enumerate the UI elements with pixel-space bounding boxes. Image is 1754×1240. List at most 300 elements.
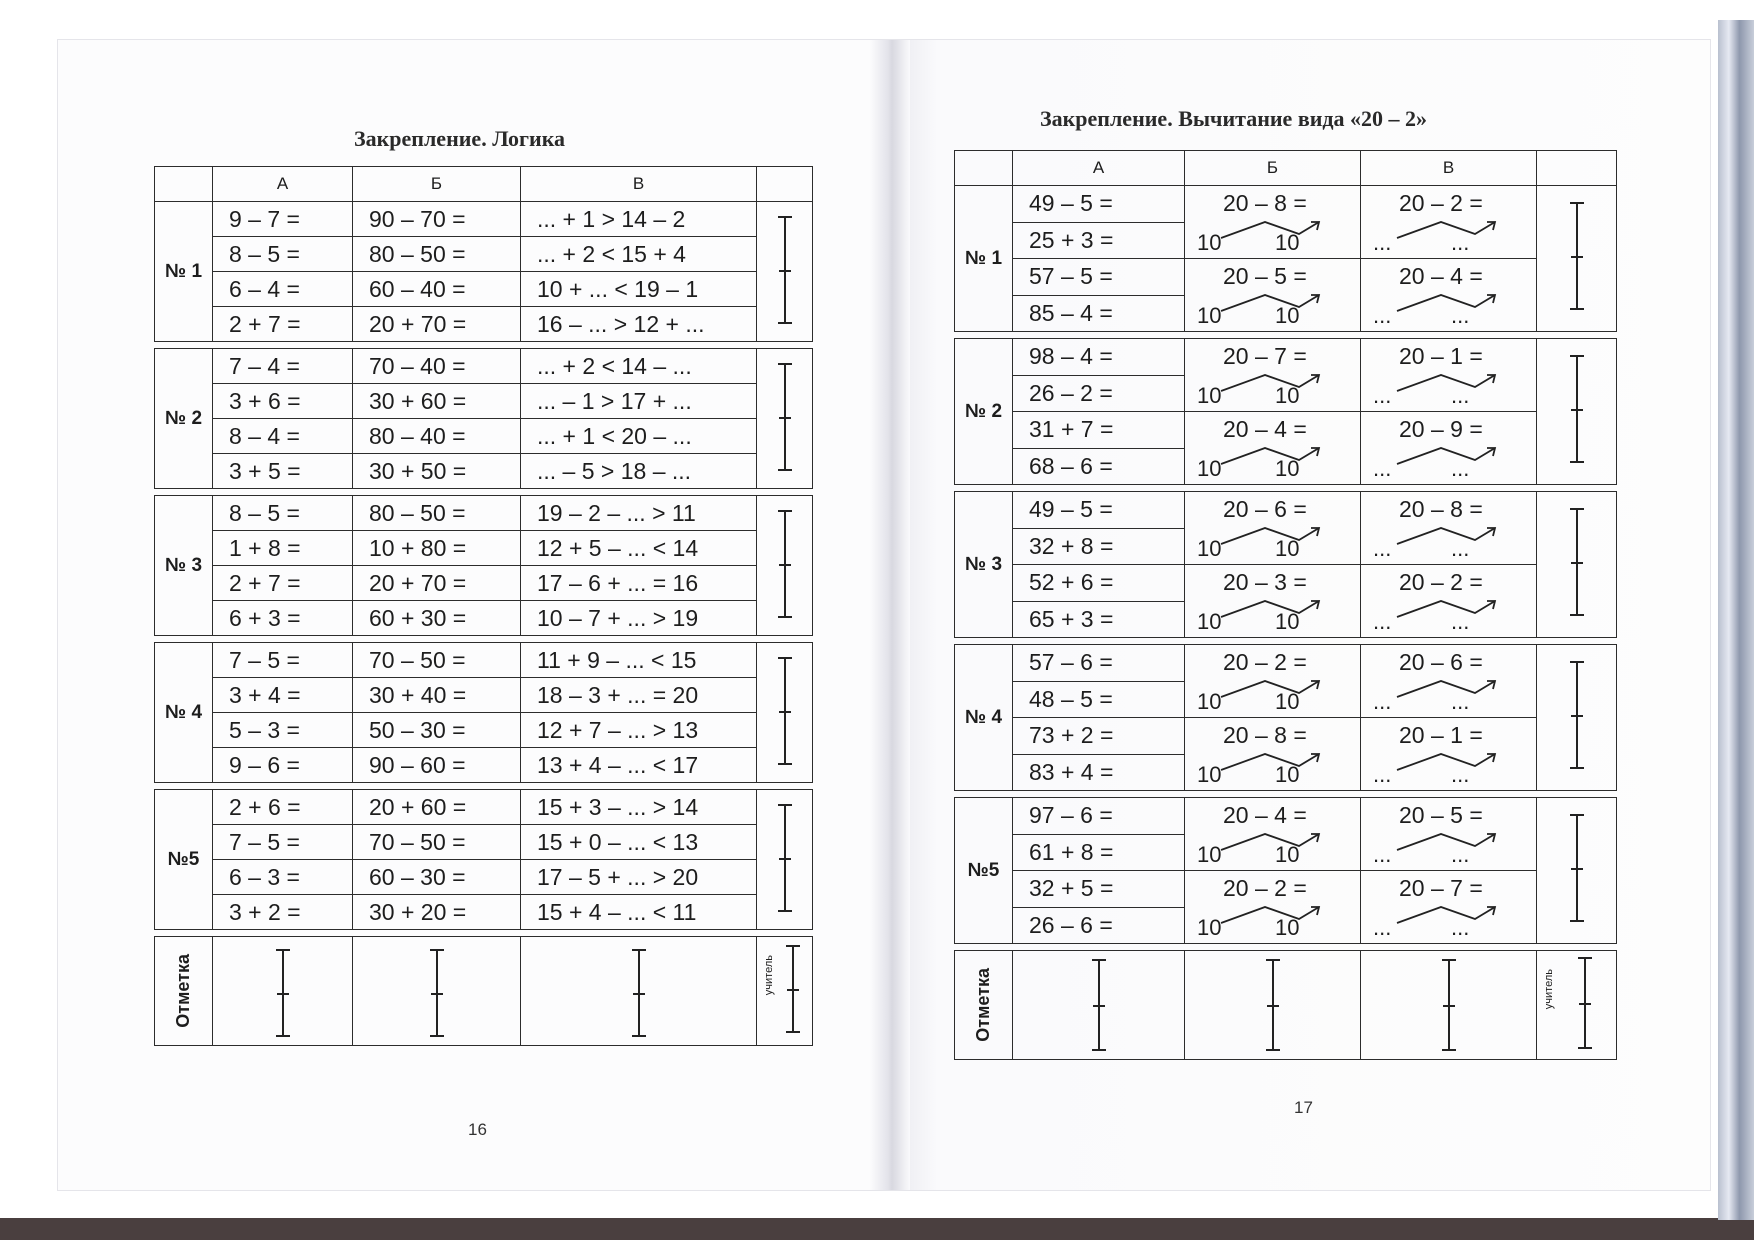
task-number: № 3	[155, 496, 213, 636]
split-values	[1197, 599, 1327, 635]
split-value: ...	[1451, 915, 1470, 940]
exercise-cell: 90 – 70 =	[353, 202, 521, 237]
group-gap	[955, 638, 1617, 645]
exercise-cell: 68 – 6 =	[1013, 448, 1185, 485]
right-exercise-table	[954, 150, 1617, 1060]
decomposition-diagram	[1361, 259, 1536, 331]
split-value: 10	[1275, 383, 1300, 408]
exercise-cell	[1185, 871, 1361, 944]
book-page-edges	[1718, 20, 1754, 1220]
decomposition-expression: 20 – 8 =	[1223, 722, 1307, 748]
decomposition-expression: 20 – 6 =	[1223, 496, 1307, 522]
group-gap	[155, 636, 813, 643]
split-values	[1373, 220, 1503, 256]
table-row	[155, 531, 813, 566]
exercise-cell: 2 + 6 =	[213, 790, 353, 825]
exercise-cell: 16 – ... > 12 + ...	[521, 307, 757, 342]
left-page-title: Закрепление. Логика	[354, 126, 566, 151]
exercise-cell: 80 – 50 =	[353, 237, 521, 272]
split-value: 10	[1275, 230, 1300, 255]
exercise-cell: 60 + 30 =	[353, 601, 521, 636]
split-value: ...	[1451, 303, 1470, 328]
table-row	[955, 339, 1617, 376]
split-value: ...	[1373, 842, 1392, 867]
exercise-cell: 50 – 30 =	[353, 713, 521, 748]
decomposition-expression: 20 – 8 =	[1399, 496, 1483, 522]
book-spine	[870, 40, 910, 1190]
group-gap	[155, 930, 813, 937]
exercise-cell: 85 – 4 =	[1013, 295, 1185, 332]
table-row	[155, 202, 813, 237]
exercise-cell: 8 – 4 =	[213, 419, 353, 454]
decomposition-expression: 20 – 1 =	[1399, 722, 1483, 748]
exercise-cell: 2 + 7 =	[213, 566, 353, 601]
decomposition-expression: 20 – 4 =	[1399, 263, 1483, 289]
decomposition-expression: 20 – 3 =	[1223, 569, 1307, 595]
split-value: 10	[1275, 609, 1300, 634]
exercise-cell: 9 – 7 =	[213, 202, 353, 237]
split-value: 10	[1197, 609, 1222, 634]
table-row	[155, 895, 813, 930]
group-gap	[155, 489, 813, 496]
grade-cell	[1537, 798, 1617, 944]
exercise-cell: 65 + 3 =	[1013, 601, 1185, 638]
decomposition-diagram	[1185, 645, 1360, 717]
table-row	[155, 566, 813, 601]
exercise-cell: 8 – 5 =	[213, 237, 353, 272]
decomposition-diagram	[1361, 798, 1536, 870]
exercise-cell	[1361, 492, 1537, 565]
grade-scale-icon	[1576, 508, 1578, 616]
grade-cell	[521, 937, 757, 1046]
table-row	[155, 678, 813, 713]
grade-scale-icon	[784, 510, 786, 618]
decomposition-diagram	[1361, 186, 1536, 258]
table-row	[955, 186, 1617, 223]
decomposition-expression: 20 – 9 =	[1399, 416, 1483, 442]
exercise-cell: 8 – 5 =	[213, 496, 353, 531]
decomposition-diagram	[1361, 565, 1536, 637]
decomposition-expression: 20 – 2 =	[1399, 569, 1483, 595]
decomposition-expression: 20 – 4 =	[1223, 416, 1307, 442]
grade-scale-icon	[1098, 959, 1100, 1051]
split-values	[1197, 832, 1327, 868]
decomposition-expression: 20 – 4 =	[1223, 802, 1307, 828]
split-values	[1373, 293, 1503, 329]
exercise-cell: 3 + 4 =	[213, 678, 353, 713]
exercise-cell: 61 + 8 =	[1013, 834, 1185, 871]
exercise-cell: 97 – 6 =	[1013, 798, 1185, 835]
decomposition-diagram	[1185, 718, 1360, 790]
column-header: В	[521, 167, 757, 202]
table-row	[155, 825, 813, 860]
mark-header-cell	[1537, 151, 1617, 186]
table-row	[155, 419, 813, 454]
exercise-cell: ... + 2 < 14 – ...	[521, 349, 757, 384]
exercise-cell: 18 – 3 + ... = 20	[521, 678, 757, 713]
exercise-cell: 1 + 8 =	[213, 531, 353, 566]
exercise-cell	[1361, 871, 1537, 944]
group-gap	[955, 944, 1617, 951]
exercise-cell	[1185, 718, 1361, 791]
task-number: № 2	[155, 349, 213, 489]
table-row	[155, 384, 813, 419]
grade-scale-icon	[1272, 959, 1274, 1051]
right-page-title: Закрепление. Вычитание вида «20 – 2»	[1040, 106, 1427, 131]
exercise-cell: 49 – 5 =	[1013, 492, 1185, 529]
task-number: № 4	[955, 645, 1013, 791]
exercise-cell: 70 – 50 =	[353, 643, 521, 678]
exercise-cell: 49 – 5 =	[1013, 186, 1185, 223]
split-value: 10	[1197, 689, 1222, 714]
split-value: 10	[1197, 915, 1222, 940]
split-value: ...	[1373, 536, 1392, 561]
grade-label-cell	[955, 951, 1013, 1060]
exercise-cell: 20 + 60 =	[353, 790, 521, 825]
grade-scale-icon	[1576, 661, 1578, 769]
grade-scale-icon	[792, 945, 794, 1033]
grade-label: Отметка	[973, 968, 993, 1042]
table-row	[155, 643, 813, 678]
grade-scale-icon	[282, 949, 284, 1037]
decomposition-diagram	[1185, 186, 1360, 258]
split-value: 10	[1275, 915, 1300, 940]
grade-cell	[213, 937, 353, 1046]
grade-row	[155, 937, 813, 1046]
exercise-cell: 6 + 3 =	[213, 601, 353, 636]
split-value: 10	[1275, 762, 1300, 787]
grade-cell	[1537, 645, 1617, 791]
split-value: ...	[1373, 456, 1392, 481]
exercise-cell: 30 + 20 =	[353, 895, 521, 930]
split-values	[1197, 905, 1327, 941]
split-value: ...	[1451, 456, 1470, 481]
table-row	[155, 860, 813, 895]
table-row	[155, 790, 813, 825]
grade-scale-icon	[1584, 957, 1586, 1049]
column-header: В	[1361, 151, 1537, 186]
split-values	[1197, 752, 1327, 788]
split-value: ...	[1373, 383, 1392, 408]
group-gap	[155, 342, 813, 349]
split-value: 10	[1275, 536, 1300, 561]
task-number: № 1	[155, 202, 213, 342]
exercise-cell: ... – 1 > 17 + ...	[521, 384, 757, 419]
table-row	[955, 798, 1617, 835]
exercise-cell: 17 – 5 + ... > 20	[521, 860, 757, 895]
decomposition-diagram	[1185, 412, 1360, 484]
exercise-cell: ... + 1 < 20 – ...	[521, 419, 757, 454]
task-number: № 2	[955, 339, 1013, 485]
teacher-label: учитель	[1543, 969, 1555, 1010]
exercise-cell: 80 – 40 =	[353, 419, 521, 454]
exercise-cell: 2 + 7 =	[213, 307, 353, 342]
task-number: №5	[155, 790, 213, 930]
column-header: Б	[353, 167, 521, 202]
grade-cell	[757, 202, 813, 342]
grade-scale-icon	[784, 804, 786, 912]
exercise-cell: 3 + 6 =	[213, 384, 353, 419]
group-gap	[955, 485, 1617, 492]
decomposition-expression: 20 – 7 =	[1399, 875, 1483, 901]
split-value: 10	[1275, 689, 1300, 714]
grade-cell	[1537, 339, 1617, 485]
split-values	[1373, 752, 1503, 788]
exercise-cell: 32 + 5 =	[1013, 871, 1185, 908]
split-value: ...	[1451, 609, 1470, 634]
split-value: ...	[1451, 230, 1470, 255]
table-row	[955, 718, 1617, 755]
table-row	[155, 713, 813, 748]
exercise-cell: 31 + 7 =	[1013, 412, 1185, 449]
split-value: ...	[1373, 609, 1392, 634]
exercise-cell	[1185, 259, 1361, 332]
split-value: 10	[1275, 456, 1300, 481]
exercise-cell: 7 – 5 =	[213, 643, 353, 678]
split-value: ...	[1373, 689, 1392, 714]
exercise-cell	[1361, 565, 1537, 638]
split-values	[1197, 373, 1327, 409]
table-row	[155, 272, 813, 307]
grade-cell	[1537, 186, 1617, 332]
decomposition-expression: 20 – 6 =	[1399, 649, 1483, 675]
exercise-cell: 60 – 40 =	[353, 272, 521, 307]
task-number: № 4	[155, 643, 213, 783]
table-row	[155, 454, 813, 489]
left-exercise-table	[154, 166, 813, 1046]
decomposition-expression: 20 – 2 =	[1223, 649, 1307, 675]
exercise-cell	[1185, 645, 1361, 718]
decomposition-diagram	[1361, 718, 1536, 790]
exercise-cell	[1185, 339, 1361, 412]
split-values	[1197, 446, 1327, 482]
exercise-cell: 30 + 60 =	[353, 384, 521, 419]
exercise-cell: 9 – 6 =	[213, 748, 353, 783]
split-value: 10	[1197, 762, 1222, 787]
table-row	[155, 748, 813, 783]
split-value: ...	[1373, 303, 1392, 328]
grade-scale-icon	[1576, 355, 1578, 463]
grade-scale-icon	[784, 216, 786, 324]
decomposition-diagram	[1361, 871, 1536, 943]
exercise-cell: 17 – 6 + ... = 16	[521, 566, 757, 601]
teacher-grade-cell	[1537, 951, 1617, 1060]
exercise-cell: ... – 5 > 18 – ...	[521, 454, 757, 489]
decomposition-diagram	[1185, 871, 1360, 943]
exercise-cell	[1361, 798, 1537, 871]
grade-scale-icon	[638, 949, 640, 1037]
exercise-cell: 32 + 8 =	[1013, 528, 1185, 565]
split-values	[1373, 679, 1503, 715]
decomposition-diagram	[1185, 798, 1360, 870]
exercise-cell: 98 – 4 =	[1013, 339, 1185, 376]
decomposition-diagram	[1185, 259, 1360, 331]
exercise-cell	[1185, 798, 1361, 871]
exercise-cell: 10 + 80 =	[353, 531, 521, 566]
table-row	[155, 601, 813, 636]
split-value: ...	[1451, 689, 1470, 714]
decomposition-diagram	[1185, 339, 1360, 411]
right-page-number: 17	[1294, 1098, 1313, 1117]
split-values	[1373, 446, 1503, 482]
exercise-cell: 52 + 6 =	[1013, 565, 1185, 602]
grade-scale-icon	[1448, 959, 1450, 1051]
decomposition-expression: 20 – 5 =	[1223, 263, 1307, 289]
scanner-edge	[0, 1218, 1754, 1240]
exercise-cell	[1361, 412, 1537, 485]
table-row	[155, 496, 813, 531]
task-number: №5	[955, 798, 1013, 944]
split-values	[1197, 526, 1327, 562]
split-value: 10	[1197, 536, 1222, 561]
exercise-cell: 7 – 4 =	[213, 349, 353, 384]
split-value: ...	[1451, 762, 1470, 787]
table-row	[955, 492, 1617, 529]
split-values	[1373, 599, 1503, 635]
exercise-cell: 12 + 5 – ... < 14	[521, 531, 757, 566]
exercise-cell: 48 – 5 =	[1013, 681, 1185, 718]
exercise-cell	[1185, 565, 1361, 638]
decomposition-expression: 20 – 2 =	[1223, 875, 1307, 901]
table-row	[955, 645, 1617, 682]
exercise-cell: 10 + ... < 19 – 1	[521, 272, 757, 307]
grade-label-cell	[155, 937, 213, 1046]
split-values	[1197, 293, 1327, 329]
table-row	[955, 871, 1617, 908]
table-row	[155, 349, 813, 384]
exercise-cell: ... + 2 < 15 + 4	[521, 237, 757, 272]
grade-cell	[757, 790, 813, 930]
exercise-cell: 5 – 3 =	[213, 713, 353, 748]
split-value: ...	[1451, 842, 1470, 867]
task-number: № 3	[955, 492, 1013, 638]
split-values	[1373, 526, 1503, 562]
exercise-cell: 20 + 70 =	[353, 566, 521, 601]
exercise-cell: 70 – 50 =	[353, 825, 521, 860]
grade-cell	[757, 349, 813, 489]
exercise-cell	[1361, 186, 1537, 259]
column-header: Б	[1185, 151, 1361, 186]
exercise-cell: 57 – 6 =	[1013, 645, 1185, 682]
split-values	[1373, 905, 1503, 941]
split-value: ...	[1451, 536, 1470, 561]
exercise-cell: 3 + 2 =	[213, 895, 353, 930]
table-row	[955, 565, 1617, 602]
split-values	[1197, 220, 1327, 256]
exercise-cell: 11 + 9 – ... < 15	[521, 643, 757, 678]
exercise-cell: 6 – 4 =	[213, 272, 353, 307]
decomposition-diagram	[1361, 645, 1536, 717]
exercise-cell	[1361, 339, 1537, 412]
grade-cell	[1013, 951, 1185, 1060]
split-values	[1373, 832, 1503, 868]
exercise-cell	[1185, 492, 1361, 565]
exercise-cell: 20 + 70 =	[353, 307, 521, 342]
decomposition-diagram	[1361, 339, 1536, 411]
table-row	[155, 307, 813, 342]
grade-cell	[1185, 951, 1361, 1060]
table-row	[955, 412, 1617, 449]
decomposition-expression: 20 – 7 =	[1223, 343, 1307, 369]
group-gap	[955, 791, 1617, 798]
split-value: 10	[1275, 842, 1300, 867]
grade-cell	[353, 937, 521, 1046]
decomposition-diagram	[1185, 492, 1360, 564]
exercise-cell: 15 + 3 – ... > 14	[521, 790, 757, 825]
exercise-cell: 6 – 3 =	[213, 860, 353, 895]
exercise-cell	[1185, 186, 1361, 259]
exercise-cell: 30 + 40 =	[353, 678, 521, 713]
exercise-cell	[1361, 718, 1537, 791]
decomposition-diagram	[1185, 565, 1360, 637]
grade-scale-icon	[1576, 202, 1578, 310]
exercise-cell: 90 – 60 =	[353, 748, 521, 783]
exercise-cell	[1185, 412, 1361, 485]
decomposition-diagram	[1361, 492, 1536, 564]
grade-label: Отметка	[173, 954, 193, 1028]
decomposition-expression: 20 – 2 =	[1399, 190, 1483, 216]
split-value: 10	[1197, 842, 1222, 867]
exercise-cell: ... + 1 > 14 – 2	[521, 202, 757, 237]
grade-row	[955, 951, 1617, 1060]
exercise-cell: 30 + 50 =	[353, 454, 521, 489]
exercise-cell: 15 + 0 – ... < 13	[521, 825, 757, 860]
header-row	[955, 151, 1617, 186]
exercise-cell: 26 – 2 =	[1013, 375, 1185, 412]
exercise-cell: 12 + 7 – ... > 13	[521, 713, 757, 748]
mark-header-cell	[757, 167, 813, 202]
exercise-cell	[1361, 645, 1537, 718]
exercise-cell: 7 – 5 =	[213, 825, 353, 860]
corner-cell	[955, 151, 1013, 186]
decomposition-expression: 20 – 8 =	[1223, 190, 1307, 216]
exercise-cell	[1361, 259, 1537, 332]
grade-cell	[1361, 951, 1537, 1060]
exercise-cell: 73 + 2 =	[1013, 718, 1185, 755]
task-number: № 1	[955, 186, 1013, 332]
split-value: 10	[1197, 456, 1222, 481]
decomposition-expression: 20 – 5 =	[1399, 802, 1483, 828]
exercise-cell: 3 + 5 =	[213, 454, 353, 489]
exercise-cell: 26 – 6 =	[1013, 907, 1185, 944]
exercise-cell: 57 – 5 =	[1013, 259, 1185, 296]
exercise-cell: 19 – 2 – ... > 11	[521, 496, 757, 531]
column-header: А	[1013, 151, 1185, 186]
grade-scale-icon	[436, 949, 438, 1037]
exercise-cell: 60 – 30 =	[353, 860, 521, 895]
decomposition-expression: 20 – 1 =	[1399, 343, 1483, 369]
grade-scale-icon	[1576, 814, 1578, 922]
exercise-cell: 83 + 4 =	[1013, 754, 1185, 791]
corner-cell	[155, 167, 213, 202]
group-gap	[155, 783, 813, 790]
split-value: 10	[1197, 303, 1222, 328]
exercise-cell: 25 + 3 =	[1013, 222, 1185, 259]
grade-cell	[757, 496, 813, 636]
grade-cell	[1537, 492, 1617, 638]
exercise-cell: 15 + 4 – ... < 11	[521, 895, 757, 930]
split-value: 10	[1197, 383, 1222, 408]
grade-scale-icon	[784, 363, 786, 471]
decomposition-diagram	[1361, 412, 1536, 484]
table-row	[955, 259, 1617, 296]
split-value: 10	[1275, 303, 1300, 328]
split-value: ...	[1451, 383, 1470, 408]
column-header: А	[213, 167, 353, 202]
split-value: ...	[1373, 915, 1392, 940]
split-value: ...	[1373, 230, 1392, 255]
teacher-label: учитель	[763, 955, 775, 996]
